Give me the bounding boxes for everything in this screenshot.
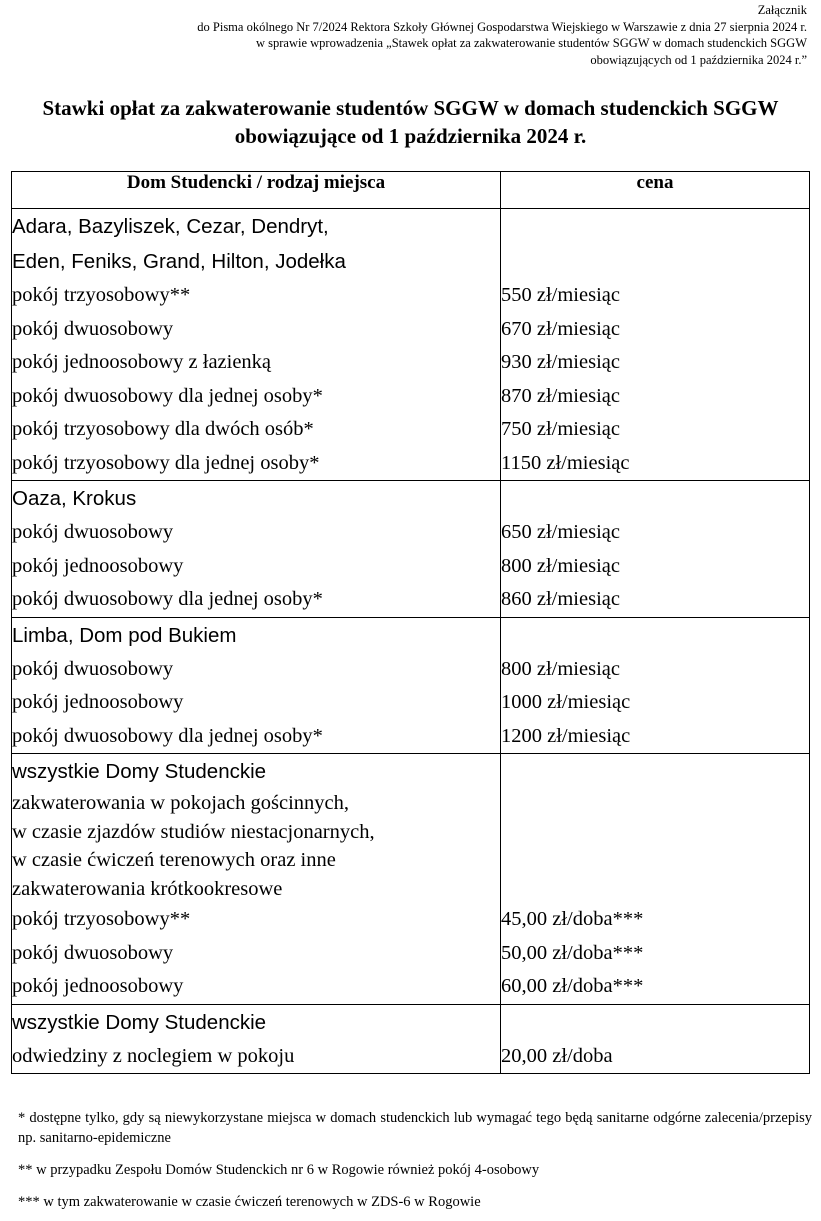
footnotes bbox=[18, 1108, 812, 1212]
dorm-names: wszystkie Domy Studenckie bbox=[12, 1010, 267, 1034]
section-prices-cell bbox=[501, 1004, 810, 1074]
dorm-names: Limba, Dom pod Bukiem bbox=[12, 623, 237, 647]
room-price: 670 zł/miesiąc bbox=[501, 317, 620, 340]
header-dorm-type: Dom Studencki / rodzaj miejsca bbox=[12, 172, 501, 209]
section-types-cell bbox=[12, 481, 501, 618]
dorm-names: Oaza, Krokus bbox=[12, 487, 137, 510]
annex-subject: w sprawie wprowadzenia „Stawek opłat za zakwaterowanie studentów SGGW w domach studenckich SGGW bbox=[256, 36, 807, 50]
document-title bbox=[0, 94, 821, 150]
room-price: 1000 zł/miesiąc bbox=[501, 691, 631, 713]
room-type: odwiedziny z noclegiem w pokoju bbox=[12, 1044, 295, 1067]
room-type: pokój jednoosobowy bbox=[12, 691, 184, 713]
title-line-2: obowiązujące od 1 października 2024 r. bbox=[234, 124, 587, 148]
table-section bbox=[12, 1004, 810, 1074]
room-price: 550 zł/miesiąc bbox=[501, 284, 620, 306]
table-section bbox=[12, 209, 810, 481]
room-type: pokój dwuosobowy bbox=[12, 941, 174, 964]
room-price: 930 zł/miesiąc bbox=[501, 351, 620, 373]
room-price: 800 zł/miesiąc bbox=[501, 657, 620, 680]
annex-header bbox=[197, 2, 807, 68]
room-type: pokój dwuosobowy dla jednej osoby* bbox=[12, 724, 323, 747]
room-price: 650 zł/miesiąc bbox=[501, 521, 620, 543]
section-description: w czasie ćwiczeń terenowych oraz inne bbox=[12, 849, 336, 871]
section-description: zakwaterowania w pokojach gościnnych, bbox=[12, 792, 349, 814]
room-price: 45,00 zł/doba*** bbox=[501, 908, 644, 930]
section-types-cell bbox=[12, 209, 501, 481]
table-section bbox=[12, 754, 810, 1005]
room-type: pokój trzyosobowy dla jednej osoby* bbox=[12, 451, 320, 474]
table-section bbox=[12, 481, 810, 618]
section-types-cell bbox=[12, 754, 501, 1005]
room-type: pokój jednoosobowy z łazienką bbox=[12, 351, 272, 373]
room-price: 60,00 zł/doba*** bbox=[501, 975, 644, 997]
section-description: zakwaterowania krótkookresowe bbox=[12, 877, 283, 900]
footnote-3: *** w tym zakwaterowanie w czasie ćwiczeń terenowych w ZDS-6 w Rogowie bbox=[18, 1194, 481, 1210]
header-price: cena bbox=[501, 172, 810, 209]
room-type: pokój jednoosobowy bbox=[12, 975, 184, 997]
section-prices-cell bbox=[501, 617, 810, 754]
annex-reference: do Pisma okólnego Nr 7/2024 Rektora Szkoły Głównej Gospodarstwa Wiejskiego w Warszawie z dnia 27 sierpnia 2024 r. bbox=[197, 19, 807, 34]
title-line-1: Stawki opłat za zakwaterowanie studentów SGGW w domach studenckich SGGW bbox=[42, 96, 779, 120]
section-prices-cell bbox=[501, 481, 810, 618]
room-type: pokój dwuosobowy bbox=[12, 521, 174, 543]
room-price: 1150 zł/miesiąc bbox=[501, 451, 630, 474]
annex-subject-end: obowiązujących od 1 października 2024 r.” bbox=[590, 52, 807, 67]
section-types-cell bbox=[12, 1004, 501, 1074]
room-type: pokój dwuosobowy dla jednej osoby* bbox=[12, 588, 323, 610]
section-description: w czasie zjazdów studiów niestacjonarnych, bbox=[12, 820, 375, 843]
room-type: pokój dwuosobowy bbox=[12, 657, 174, 680]
room-price: 800 zł/miesiąc bbox=[501, 554, 620, 577]
table-header-row bbox=[12, 172, 810, 209]
section-types-cell bbox=[12, 617, 501, 754]
dorm-names: wszystkie Domy Studenckie bbox=[12, 760, 267, 783]
annex-label: Załącznik bbox=[757, 3, 807, 17]
footnote-1: * dostępne tylko, gdy są niewykorzystane miejsca w domach studenckich lub wymagać tego będą sanitarne odgórne zalecenia/przepisy np. sanitarno-epidemiczne bbox=[18, 1110, 812, 1146]
table-section bbox=[12, 617, 810, 754]
section-prices-cell bbox=[501, 754, 810, 1005]
room-price: 20,00 zł/doba bbox=[501, 1044, 613, 1067]
room-price: 50,00 zł/doba*** bbox=[501, 941, 644, 964]
room-price: 1200 zł/miesiąc bbox=[501, 724, 631, 747]
room-price: 750 zł/miesiąc bbox=[501, 418, 620, 440]
section-prices-cell bbox=[501, 209, 810, 481]
room-type: pokój trzyosobowy dla dwóch osób* bbox=[12, 418, 314, 440]
room-type: pokój trzyosobowy** bbox=[12, 908, 191, 930]
room-price: 870 zł/miesiąc bbox=[501, 384, 620, 407]
room-type: pokój trzyosobowy** bbox=[12, 284, 191, 306]
room-type: pokój dwuosobowy bbox=[12, 317, 174, 340]
rates-table bbox=[11, 171, 810, 1074]
room-price: 860 zł/miesiąc bbox=[501, 588, 620, 610]
room-type: pokój dwuosobowy dla jednej osoby* bbox=[12, 384, 323, 407]
dorm-names: Adara, Bazyliszek, Cezar, Dendryt, bbox=[12, 215, 329, 238]
room-type: pokój jednoosobowy bbox=[12, 554, 184, 577]
dorm-names: Eden, Feniks, Grand, Hilton, Jodełka bbox=[12, 250, 346, 273]
footnote-2: ** w przypadku Zespołu Domów Studenckich nr 6 w Rogowie również pokój 4-osobowy bbox=[18, 1162, 540, 1178]
